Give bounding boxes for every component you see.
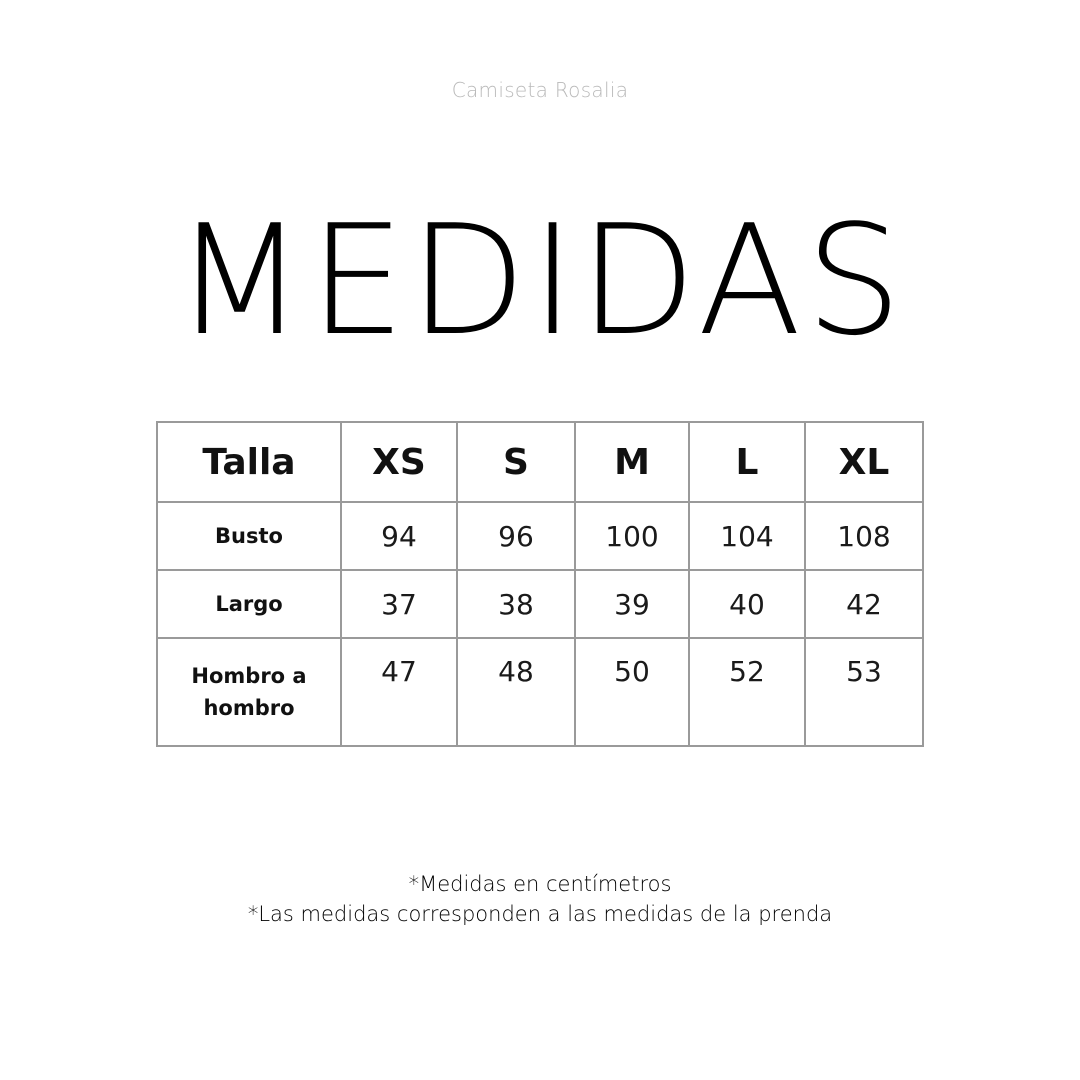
product-name: Camiseta Rosalia <box>451 78 629 102</box>
table-row-largo <box>157 570 923 638</box>
column-header-l: L <box>689 422 805 502</box>
table-cell: 48 <box>457 638 575 746</box>
table-header-row <box>157 422 923 502</box>
table-cell: 50 <box>575 638 689 746</box>
table-cell: 108 <box>805 502 923 570</box>
row-label-hombro <box>157 638 341 746</box>
column-header-talla: Talla <box>157 422 341 502</box>
table-cell: 53 <box>805 638 923 746</box>
table-cell: 38 <box>457 570 575 638</box>
table-cell: 42 <box>805 570 923 638</box>
footnotes <box>0 869 1080 929</box>
column-header-m: M <box>575 422 689 502</box>
table-cell: 39 <box>575 570 689 638</box>
footnote-units: *Medidas en centímetros <box>408 872 672 896</box>
table-cell: 100 <box>575 502 689 570</box>
table-cell: 47 <box>341 638 457 746</box>
table-cell: 37 <box>341 570 457 638</box>
column-header-xs: XS <box>341 422 457 502</box>
table-cell: 40 <box>689 570 805 638</box>
page-title: MEDIDAS <box>174 192 906 369</box>
row-label-busto: Busto <box>157 502 341 570</box>
table-row-hombro <box>157 638 923 746</box>
column-header-s: S <box>457 422 575 502</box>
table-cell: 94 <box>341 502 457 570</box>
footnote-garment: *Las medidas corresponden a las medidas de la prenda <box>247 902 833 926</box>
table-cell: 96 <box>457 502 575 570</box>
table-row-busto <box>157 502 923 570</box>
table-cell: 52 <box>689 638 805 746</box>
row-label-largo: Largo <box>157 570 341 638</box>
size-table <box>156 421 924 747</box>
column-header-xl: XL <box>805 422 923 502</box>
row-label-hombro-line1: Hombro a <box>191 664 307 688</box>
row-label-hombro-line2: hombro <box>203 696 295 720</box>
table-cell: 104 <box>689 502 805 570</box>
